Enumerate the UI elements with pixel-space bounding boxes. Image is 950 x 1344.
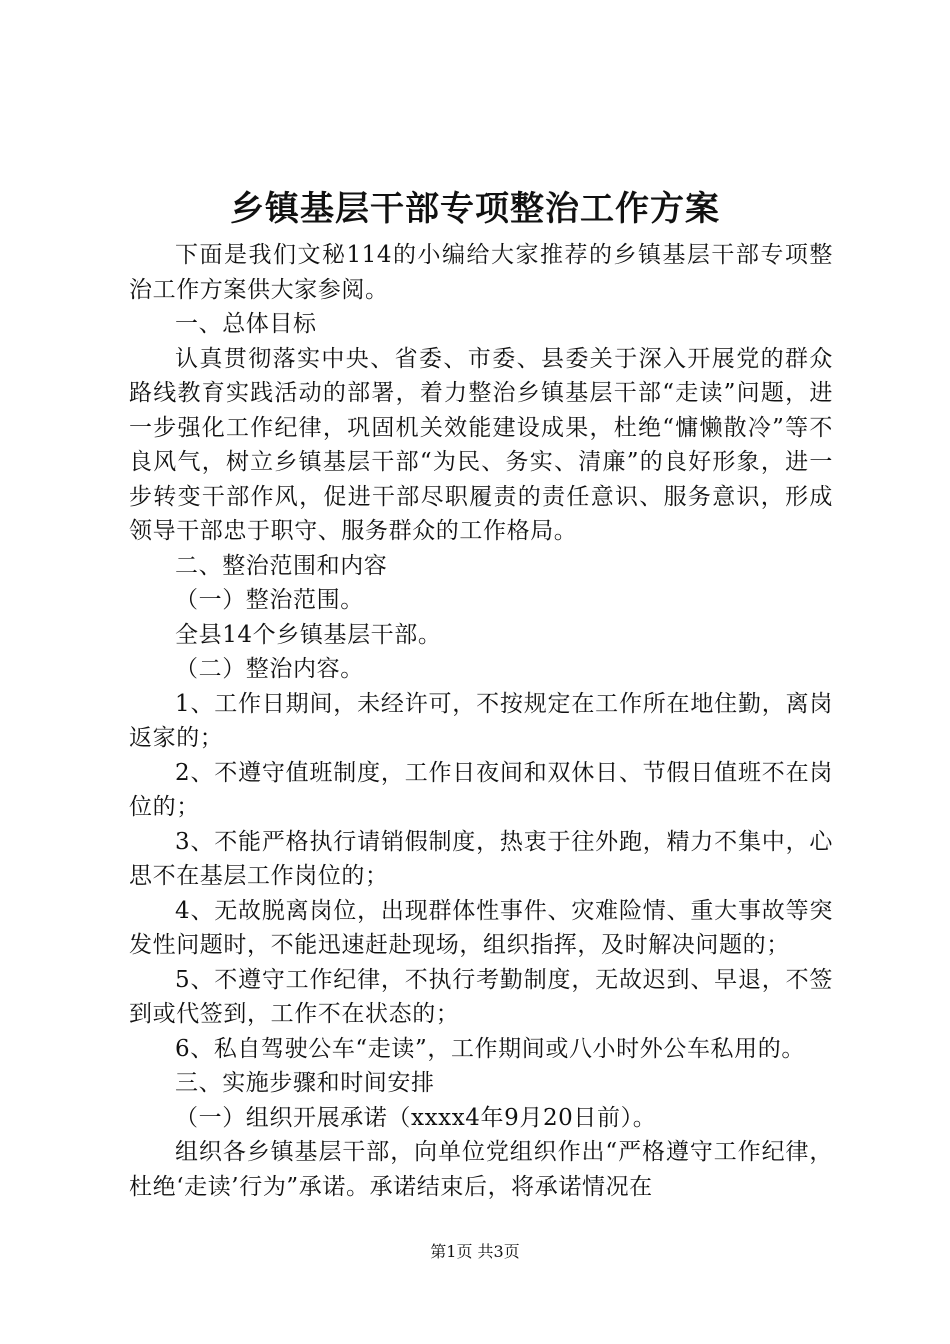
document-title: 乡镇基层干部专项整治工作方案 [230, 189, 720, 229]
page-footer: 第1页 共3页 [430, 1242, 520, 1261]
subsection-heading: （二）整治内容。 [175, 656, 364, 682]
subsection-heading: （一）组织开展承诺（xxxx4年9月20日前）。 [175, 1104, 657, 1131]
section-heading: 三、实施步骤和时间安排 [175, 1070, 435, 1096]
paragraph: 全县14个乡镇基层干部。 [175, 621, 442, 648]
list-item: 5、不遵守工作纪律，不执行考勤制度，无故迟到、早退，不签到或代签到，工作不在状态的； [129, 966, 833, 1027]
subsection-heading: （一）整治范围。 [175, 587, 364, 613]
section-heading: 一、总体目标 [175, 311, 317, 337]
list-item: 3、不能严格执行请销假制度，热衷于往外跑，精力不集中，心思不在基层工作岗位的； [129, 828, 833, 889]
list-item: 4、无故脱离岗位，出现群体性事件、灾难险情、重大事故等突发性问题时，不能迅速赶赴现场，组织指挥，及时解决问题的； [129, 897, 833, 958]
list-item: 2、不遵守值班制度，工作日夜间和双休日、节假日值班不在岗位的； [129, 759, 833, 820]
list-item: 6、私自驾驶公车“走读”，工作期间或八小时外公车私用的。 [175, 1035, 805, 1062]
paragraph: 组织各乡镇基层干部，向单位党组织作出“严格遵守工作纪律，杜绝‘走读’行为”承诺。承诺结束后，将承诺情况在 [129, 1139, 833, 1200]
document-body [129, 238, 833, 1204]
section-heading: 二、整治范围和内容 [175, 552, 388, 579]
list-item: 1、工作日期间，未经许可，不按规定在工作所在地住勤，离岗返家的； [129, 690, 833, 751]
paragraph: 认真贯彻落实中央、省委、市委、县委关于深入开展党的群众路线教育实践活动的部署，着力整治乡镇基层干部“走读”问题，进一步强化工作纪律，巩固机关效能建设成果，杜绝“慵懒散冷”等不良风气，树立乡镇基层干部“为民、务实、清廉”的良好形象，进一步转变干部作风，促进干部尽职履责的责任意识、服务意识，形成领导干部忠于职守、服务群众的工作格局。 [129, 345, 833, 544]
intro-paragraph: 下面是我们文秘114的小编给大家推荐的乡镇基层干部专项整治工作方案供大家参阅。 [129, 242, 833, 303]
